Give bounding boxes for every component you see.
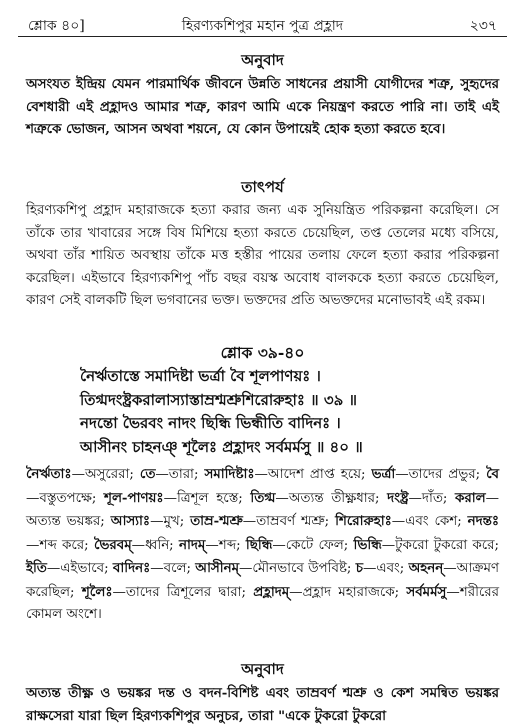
synonym-word: শূলৈঃ xyxy=(81,583,113,600)
synonym-word: আস্যাঃ xyxy=(110,513,151,529)
header-rule xyxy=(18,36,507,37)
synonym-meaning: —প্রহ্লাদ মহারাজকে; xyxy=(289,584,407,600)
synonym-word: শিরোরুহাঃ xyxy=(335,513,392,529)
synonym-word: সমাদিষ্টাঃ xyxy=(204,466,255,482)
synonym-word: করাল xyxy=(455,489,486,506)
verse-line: নৈর্ঋতাস্তে সমাদিষ্টা ভর্ত্রা বৈ শূলপাণয়ঃ । xyxy=(80,367,321,385)
synonyms-block xyxy=(26,463,499,656)
verse-line: তিগ্মদংষ্ট্রকরালাস্যাস্তাম্রশ্মশ্রুশিরোরুহাঃ ॥ ৩৯ ॥ xyxy=(80,390,358,409)
synonym-word: ভিন্ধি xyxy=(353,536,382,553)
page-number: ২৩৭ xyxy=(469,18,497,34)
synonym-meaning: —দাঁত; xyxy=(408,490,456,506)
verse-line: নদন্তো ভৈরবং নাদং ছিন্ধি ভিন্ধীতি বাদিনঃ । xyxy=(80,414,341,432)
synonym-word: ভর্ত্রা xyxy=(371,466,396,482)
synonym-word: তাম্র-শ্মশ্রু xyxy=(190,513,243,529)
chapter-title: হিরণ্যকশিপুর মহান পুত্র প্রহ্লাদ xyxy=(181,18,344,34)
synonym-meaning: —তাদের প্রভুর; xyxy=(395,467,487,482)
synonym-meaning: —তারা; xyxy=(155,467,205,482)
synonym-meaning: —বলে; xyxy=(150,561,196,576)
synonym-word: নাদম্ xyxy=(179,536,206,553)
synonym-meaning: —কেটে ফেল; xyxy=(272,537,354,553)
synonym-word: প্রহ্লাদম্ xyxy=(253,583,290,600)
synonym-word: ছিন্ধি xyxy=(245,536,273,553)
verse-reference: শ্লোক ৪০] xyxy=(28,18,85,34)
synonym-meaning: —টুকরো টুকরো করে; xyxy=(381,537,500,553)
translation-heading-2: অনুবাদ xyxy=(241,660,284,678)
synonym-word: তে xyxy=(139,466,156,482)
verse-line: আসীনং চাহনঞ্ শূলৈঃ প্রহ্লাদং সর্বমর্মসু ॥ ৪০ ॥ xyxy=(80,437,363,456)
synonym-meaning: —তাদের ত্রিশূলের দ্বারা; xyxy=(112,584,254,600)
synonym-word: চ xyxy=(355,560,363,576)
synonym-meaning: —শব্দ; xyxy=(205,537,246,553)
synonym-word: বাদিনঃ xyxy=(112,560,151,576)
synonym-word: নৈর্ঋতাঃ xyxy=(26,466,72,482)
synonym-meaning: —ত্রিশূল হস্তে; xyxy=(163,490,251,506)
translation-text-2: অত্যন্ত তীক্ষ্ণ ও ভয়ঙ্কর দন্ত ও বদন-বিশিষ্ট এবং তাম্রবর্ণ শ্মশ্রু ও কেশ সমন্বিত ভয়ঙ্কর রাক্ষসেরা যারা ছিল হিরণ্যকশিপুর অনুচর, তারা "একে টুকরো টুকরো xyxy=(26,685,499,724)
synonym-meaning: —বস্তুতপক্ষে; xyxy=(26,490,105,506)
synonym-meaning: —শব্দ করে; xyxy=(26,537,94,553)
synonym-word: তিগ্ম xyxy=(250,489,276,506)
synonym-meaning: —ধ্বনি; xyxy=(131,537,180,553)
synonym-word: নদন্তঃ xyxy=(467,513,500,529)
synonym-word: শূল-পাণয়ঃ xyxy=(104,489,164,506)
sanskrit-verse xyxy=(80,365,485,459)
synonym-meaning: —আক্রমণ করেছিল; xyxy=(26,561,499,600)
synonym-meaning: —মুখ; xyxy=(150,514,191,529)
synonym-meaning: —অত্যন্ত ভয়ঙ্কর; xyxy=(26,490,500,529)
synonym-meaning: —অত্যন্ত তীক্ষ্ণধার; xyxy=(275,490,388,506)
purport-heading: তাৎপর্য xyxy=(241,178,284,196)
synonym-word: সর্বমর্মসু xyxy=(406,583,447,600)
synonym-meaning: —আদেশ প্রাপ্ত হয়ে; xyxy=(254,467,372,482)
purport-text: হিরণ্যকশিপু প্রহ্লাদ মহারাজকে হত্যা করার জন্য এক সুনিয়ন্ত্রিত পরিকল্পনা করেছিল। সে তাঁকে তার খাবারের সঙ্গে বিষ মিশিয়ে হত্যা করতে চেয়েছিল, তপ্ত তেলের মধ্যে বসিয়ে, অথবা তাঁর শায়িত অবস্থায় তাঁকে মত্ত হস্তীর পায়ের তলায় ফেলে হত্যা করার পরিকল্পনা করেছিল। এইভাবে হিরণ্যকশিপু পাঁচ বছর বয়স্ক অবোধ বালককে হত্যা করতে চেয়েছিল, কারণ সেই বালকটি ছিল ভগবানের ভক্ত। ভক্তদের প্রতি অভক্তদের মনোভাবই এই রকম। xyxy=(26,203,499,308)
synonym-meaning: —শরীরের কোমল অংশে। xyxy=(26,584,500,622)
synonym-word: অহনন্ xyxy=(408,560,444,576)
synonym-word: আসীনম্ xyxy=(195,560,240,576)
synonym-word: ইতি xyxy=(26,560,47,576)
verse-heading: শ্লোক ৩৯-৪০ xyxy=(220,343,305,362)
synonym-meaning: —এবং; xyxy=(363,561,409,576)
synonym-meaning: —মৌনভাবে উপবিষ্ট; xyxy=(239,561,356,576)
synonym-meaning: —এবং কেশ; xyxy=(391,514,468,529)
synonym-word: দংষ্ট্র xyxy=(387,489,409,506)
running-head xyxy=(28,14,497,34)
synonym-meaning: —অসুরেরা; xyxy=(71,467,140,482)
translation-heading: অনুবাদ xyxy=(241,51,284,69)
translation-text: অসংযত ইন্দ্রিয় যেমন পারমার্থিক জীবনে উন্নতি সাধনের প্রয়াসী যোগীদের শত্রু, সুহৃদের বেশধারী এই প্রহ্লাদও আমার শত্রু, কারণ আমি একে নিয়ন্ত্রণ করতে পারি না। তাই এই শত্রুকে ভোজন, আসন অথবা শয়নে, যে কোন উপায়েই হোক হত্যা করতে হবে। xyxy=(26,76,499,137)
synonym-meaning: —তাম্রবর্ণ শ্মশ্রু; xyxy=(242,514,336,529)
synonym-word: বৈ xyxy=(486,466,499,482)
synonym-word: ভৈরবম্ xyxy=(93,536,132,553)
synonym-meaning: —এইভাবে; xyxy=(46,561,113,576)
